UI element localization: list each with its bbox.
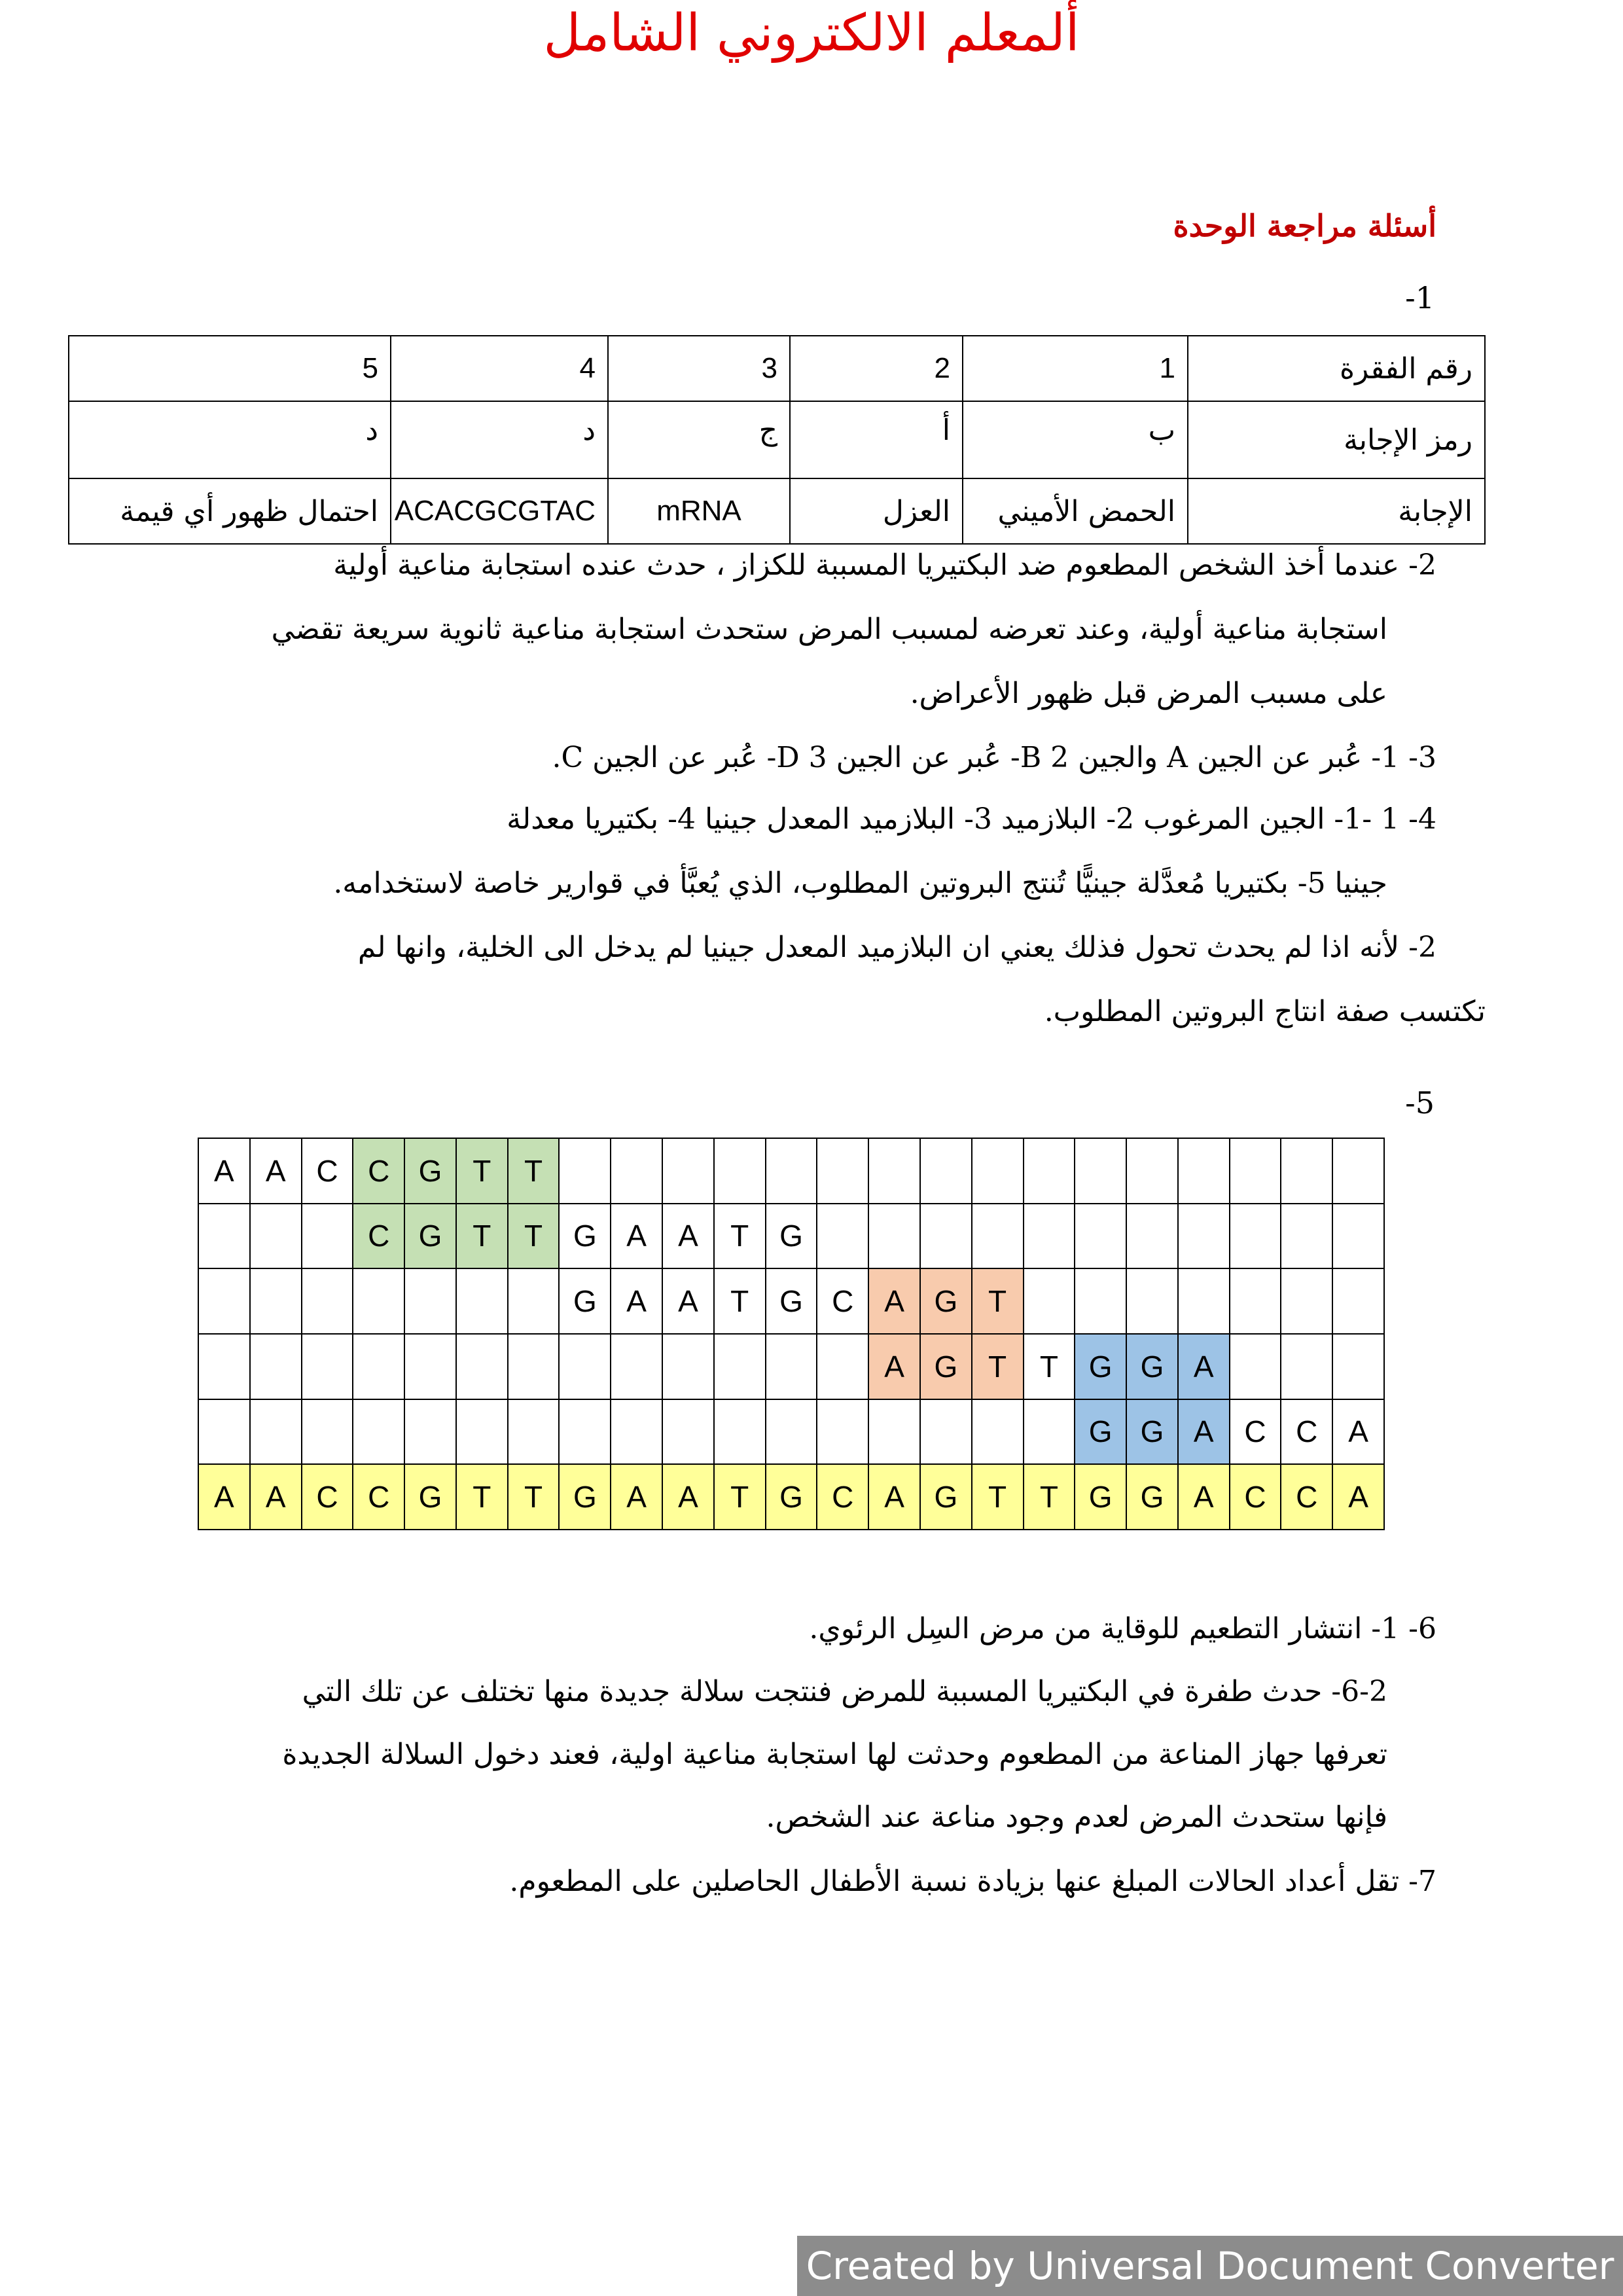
sequence-cell: T — [508, 1138, 560, 1204]
sequence-cell: A — [611, 1204, 662, 1269]
sequence-cell: G — [559, 1268, 611, 1334]
sequence-cell: G — [766, 1464, 817, 1530]
sequence-cell — [766, 1138, 817, 1204]
sequence-cell — [559, 1138, 611, 1204]
sequence-cell — [662, 1334, 714, 1399]
sequence-cell: C — [817, 1268, 868, 1334]
sequence-cell — [868, 1204, 920, 1269]
sequence-cell — [250, 1399, 302, 1465]
sequence-cell — [1230, 1268, 1281, 1334]
sequence-cell: A — [1178, 1399, 1230, 1465]
sequence-cell: A — [662, 1204, 714, 1269]
question-5-label: 5- — [1405, 1085, 1435, 1121]
sequence-cell: T — [714, 1268, 766, 1334]
sequence-cell: G — [1075, 1334, 1126, 1399]
table-cell: mRNA — [608, 478, 790, 544]
sequence-cell — [972, 1399, 1024, 1465]
sequence-cell: A — [868, 1268, 920, 1334]
sequence-cell — [508, 1334, 560, 1399]
sequence-cell — [1178, 1138, 1230, 1204]
sequence-cell — [817, 1204, 868, 1269]
sequence-cell: C — [302, 1138, 353, 1204]
sequence-cell: G — [920, 1268, 972, 1334]
question-4-line-2: جينيا 5- بكتيريا مُعدَّلة جينيًّا تُنتج البروتين المطلوب، الذي يُعبَّأ في قوارير خاصة لاستخدامه. — [333, 867, 1387, 900]
sequence-cell: G — [1126, 1334, 1178, 1399]
sequence-cell: C — [1281, 1399, 1332, 1465]
sequence-cell — [1281, 1268, 1332, 1334]
row-header: رقم الفقرة — [1188, 336, 1485, 401]
sequence-cell — [817, 1399, 868, 1465]
table-cell: 4 — [391, 336, 608, 401]
sequence-cell: A — [662, 1464, 714, 1530]
question-6-line-1: 6- 1- انتشار التطعيم للوقاية من مرض السِل الرئوي. — [809, 1612, 1436, 1645]
question-2-line-3: على مسبب المرض قبل ظهور الأعراض. — [910, 677, 1387, 710]
table-cell: 5 — [69, 336, 391, 401]
sequence-cell: C — [353, 1464, 404, 1530]
sequence-cell — [404, 1268, 456, 1334]
sequence-cell — [1024, 1204, 1075, 1269]
sequence-cell: T — [972, 1464, 1024, 1530]
sequence-cell: A — [250, 1464, 302, 1530]
question-4-line-4: تكتسب صفة انتاج البروتين المطلوب. — [1044, 995, 1486, 1028]
sequence-cell — [1281, 1204, 1332, 1269]
sequence-cell: A — [1178, 1464, 1230, 1530]
sequence-cell — [868, 1399, 920, 1465]
sequence-cell: A — [198, 1138, 250, 1204]
sequence-row — [198, 1399, 1384, 1465]
sequence-cell: G — [559, 1204, 611, 1269]
question-6-line-2: 6-2- حدث طفرة في البكتيريا المسببة للمرض فنتجت سلالة جديدة منها تختلف عن تلك التي — [302, 1675, 1387, 1708]
sequence-cell — [559, 1399, 611, 1465]
sequence-cell — [1281, 1138, 1332, 1204]
sequence-cell: A — [611, 1464, 662, 1530]
question-2-line-1: 2- عندما أخذ الشخص المطعوم ضد البكتيريا المسببة للكزاز ، حدث عنده استجابة مناعية أولية — [333, 548, 1436, 582]
table-cell: احتمال ظهور أي قيمة — [69, 478, 391, 544]
sequence-cell — [508, 1268, 560, 1334]
table-cell: ACACGCGTAC — [391, 478, 608, 544]
sequence-cell — [766, 1334, 817, 1399]
sequence-cell: T — [456, 1464, 508, 1530]
table-cell: ب — [963, 401, 1188, 478]
sequence-cell: G — [404, 1464, 456, 1530]
table-row — [69, 336, 1485, 401]
sequence-cell — [1230, 1138, 1281, 1204]
sequence-cell — [302, 1334, 353, 1399]
sequence-cell — [353, 1334, 404, 1399]
sequence-cell — [611, 1334, 662, 1399]
sequence-cell — [198, 1399, 250, 1465]
sequence-cell — [302, 1399, 353, 1465]
sequence-cell: T — [1024, 1334, 1075, 1399]
sequence-cell: C — [817, 1464, 868, 1530]
sequence-cell: T — [508, 1464, 560, 1530]
sequence-cell — [766, 1399, 817, 1465]
sequence-cell: A — [1332, 1399, 1384, 1465]
sequence-cell: G — [404, 1204, 456, 1269]
sequence-row — [198, 1138, 1384, 1204]
sequence-cell: C — [1281, 1464, 1332, 1530]
sequence-cell — [1332, 1334, 1384, 1399]
sequence-cell: T — [1024, 1464, 1075, 1530]
table-cell: أ — [790, 401, 963, 478]
sequence-cell: T — [456, 1138, 508, 1204]
sequence-cell — [714, 1138, 766, 1204]
sequence-cell: C — [353, 1138, 404, 1204]
sequence-cell: A — [868, 1464, 920, 1530]
sequence-cell — [404, 1334, 456, 1399]
sequence-cell — [1332, 1204, 1384, 1269]
question-7-line: 7- تقل أعداد الحالات المبلغ عنها بزيادة نسبة الأطفال الحاصلين على المطعوم. — [509, 1865, 1436, 1898]
sequence-cell — [662, 1399, 714, 1465]
table-cell: د — [391, 401, 608, 478]
sequence-cell — [920, 1138, 972, 1204]
table-cell: ج — [608, 401, 790, 478]
sequence-cell — [250, 1334, 302, 1399]
row-header: الإجابة — [1188, 478, 1485, 544]
sequence-cell: G — [1126, 1399, 1178, 1465]
sequence-cell — [198, 1204, 250, 1269]
sequence-cell — [662, 1138, 714, 1204]
sequence-grid — [198, 1138, 1385, 1530]
question-2-line-2: استجابة مناعية أولية، وعند تعرضه لمسبب المرض ستحدث استجابة مناعية ثانوية سريعة تقضي — [271, 613, 1387, 646]
sequence-cell: C — [1230, 1399, 1281, 1465]
table-cell: د — [69, 401, 391, 478]
sequence-row — [198, 1204, 1384, 1269]
sequence-cell: G — [404, 1138, 456, 1204]
sequence-cell: G — [766, 1268, 817, 1334]
sequence-cell — [611, 1138, 662, 1204]
sequence-cell — [1126, 1268, 1178, 1334]
sequence-cell — [198, 1334, 250, 1399]
sequence-cell — [1178, 1268, 1230, 1334]
sequence-cell — [1126, 1138, 1178, 1204]
sequence-cell — [250, 1268, 302, 1334]
sequence-cell: T — [972, 1268, 1024, 1334]
sequence-cell — [920, 1399, 972, 1465]
sequence-cell: A — [250, 1138, 302, 1204]
sequence-cell — [920, 1204, 972, 1269]
sequence-cell — [456, 1399, 508, 1465]
table-cell: العزل — [790, 478, 963, 544]
sequence-row — [198, 1464, 1384, 1530]
sequence-cell: G — [920, 1464, 972, 1530]
sequence-cell — [1230, 1334, 1281, 1399]
table-cell: الحمض الأميني — [963, 478, 1188, 544]
sequence-cell — [353, 1268, 404, 1334]
sequence-cell — [559, 1334, 611, 1399]
sequence-cell — [972, 1204, 1024, 1269]
answer-table — [68, 335, 1486, 545]
sequence-cell: G — [1075, 1464, 1126, 1530]
sequence-cell — [1075, 1204, 1126, 1269]
sequence-cell — [714, 1399, 766, 1465]
sequence-cell: G — [1075, 1399, 1126, 1465]
sequence-cell — [1075, 1268, 1126, 1334]
sequence-cell — [817, 1334, 868, 1399]
sequence-cell: C — [353, 1204, 404, 1269]
sequence-cell: A — [611, 1268, 662, 1334]
sequence-cell — [714, 1334, 766, 1399]
sequence-cell: G — [920, 1334, 972, 1399]
sequence-cell: T — [714, 1464, 766, 1530]
sequence-cell — [456, 1268, 508, 1334]
sequence-row — [198, 1268, 1384, 1334]
table-cell: 3 — [608, 336, 790, 401]
sequence-cell: A — [198, 1464, 250, 1530]
sequence-cell: C — [1230, 1464, 1281, 1530]
row-header: رمز الإجابة — [1188, 401, 1485, 478]
sequence-cell — [972, 1138, 1024, 1204]
sequence-cell: T — [508, 1204, 560, 1269]
sequence-cell — [1230, 1204, 1281, 1269]
sequence-cell: C — [302, 1464, 353, 1530]
sequence-row — [198, 1334, 1384, 1399]
page-header-title: ألمعلم الالكتروني الشامل — [543, 4, 1080, 63]
sequence-cell — [1178, 1204, 1230, 1269]
sequence-cell — [1024, 1399, 1075, 1465]
sequence-cell — [508, 1399, 560, 1465]
question-1-label: 1- — [1405, 280, 1435, 315]
sequence-cell: A — [662, 1268, 714, 1334]
watermark-banner: Created by Universal Document Converter — [797, 2236, 1623, 2296]
sequence-cell — [1332, 1268, 1384, 1334]
sequence-cell — [1332, 1138, 1384, 1204]
question-4-line-1: 4- 1 -1- الجين المرغوب 2- البلازميد 3- البلازميد المعدل جينيا 4- بكتيريا معدلة — [507, 802, 1436, 836]
sequence-cell — [1281, 1334, 1332, 1399]
sequence-cell: T — [972, 1334, 1024, 1399]
sequence-cell — [456, 1334, 508, 1399]
sequence-cell — [817, 1138, 868, 1204]
question-4-line-3: 2- لأنه اذا لم يحدث تحول فذلك يعني ان البلازميد المعدل جينيا لم يدخل الى الخلية، وانها لم — [357, 931, 1436, 964]
table-cell: 1 — [963, 336, 1188, 401]
sequence-cell — [404, 1399, 456, 1465]
sequence-cell — [302, 1204, 353, 1269]
sequence-cell — [250, 1204, 302, 1269]
sequence-cell — [198, 1268, 250, 1334]
sequence-cell — [868, 1138, 920, 1204]
table-row — [69, 401, 1485, 478]
sequence-cell: A — [868, 1334, 920, 1399]
table-cell: 2 — [790, 336, 963, 401]
sequence-cell — [1024, 1268, 1075, 1334]
sequence-cell — [353, 1399, 404, 1465]
sequence-cell: G — [766, 1204, 817, 1269]
sequence-cell: A — [1178, 1334, 1230, 1399]
sequence-cell: A — [1332, 1464, 1384, 1530]
sequence-cell: G — [559, 1464, 611, 1530]
section-title: أسئلة مراجعة الوحدة — [1173, 208, 1436, 243]
sequence-cell — [611, 1399, 662, 1465]
sequence-cell — [302, 1268, 353, 1334]
question-6-line-4: فإنها ستحدث المرض لعدم وجود مناعة عند الشخص. — [766, 1801, 1387, 1834]
question-3-line: 3- 1- عُبر عن الجين A والجين B 2- عُبر عن الجين D 3- عُبر عن الجين C. — [552, 741, 1436, 774]
sequence-cell: G — [1126, 1464, 1178, 1530]
question-6-line-3: تعرفها جهاز المناعة من المطعوم وحدثت لها استجابة مناعية اولية، فعند دخول السلالة الجديدة — [282, 1738, 1387, 1771]
sequence-cell — [1126, 1204, 1178, 1269]
sequence-cell: T — [714, 1204, 766, 1269]
sequence-cell — [1075, 1138, 1126, 1204]
sequence-cell: T — [456, 1204, 508, 1269]
sequence-cell — [1024, 1138, 1075, 1204]
